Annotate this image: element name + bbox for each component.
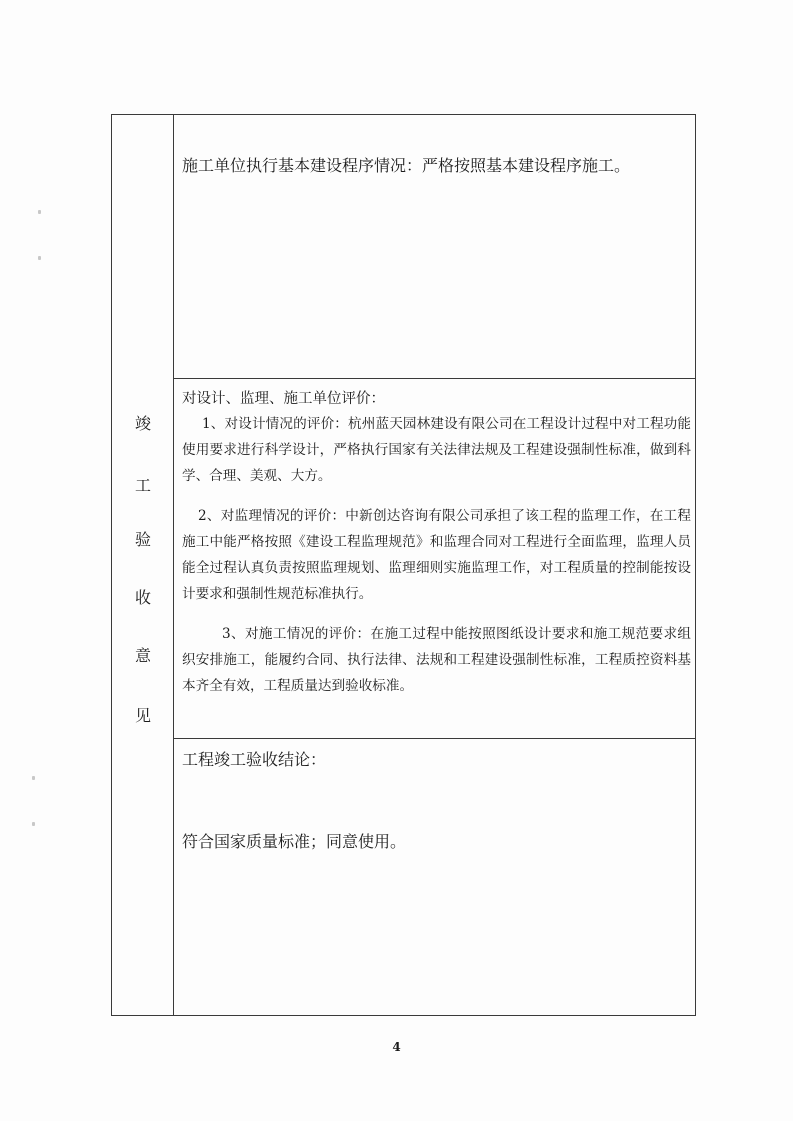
evaluation-section [174,379,695,739]
conclusion-text: 符合国家质量标准；同意使用。 [182,832,407,851]
label-char: 工 [134,476,151,495]
label-char: 收 [134,588,151,607]
conclusion-section [174,739,695,1017]
scan-speck [32,822,35,826]
scan-speck [32,776,35,780]
construction-process-section [174,115,695,379]
supervision-evaluation: 2、对监理情况的评价：中新创达咨询有限公司承担了该工程的监理工作，在工程施工中能严格按照《建设工程监理规范》和监理合同对工程进行全面监理，监理人员能全过程认真负责按照监理规划、监理细则实施监理工作，对工程质量的控制能按设计要求和强制性规范标准执行。 [182,508,691,602]
design-evaluation: 1、对设计情况的评价：杭州蓝天园林建设有限公司在工程设计过程中对工程功能使用要求进行科学设计，严格执行国家有关法律法规及工程建设强制性标准，做到科学、合理、美观、大方。 [182,416,691,484]
scan-speck [38,256,41,260]
evaluation-heading: 对设计、监理、施工单位评价： [182,391,385,407]
label-char: 竣 [134,414,151,433]
page-number: 4 [392,1040,401,1054]
label-char: 验 [134,530,151,549]
conclusion-heading: 工程竣工验收结论： [182,750,327,769]
label-char: 意 [134,646,151,665]
scan-speck [38,210,41,214]
construction-evaluation: 3、对施工情况的评价：在施工过程中能按照图纸设计要求和施工规范要求组织安排施工，能履约合同、执行法律、法规和工程建设强制性标准，工程质控资料基本齐全有效，工程质量达到验收标准。 [182,626,691,694]
row-label-column [112,115,174,1015]
label-char: 见 [134,706,151,725]
content-column [174,115,695,1015]
acceptance-opinion-table [111,114,696,1016]
construction-process-text: 施工单位执行基本建设程序情况：严格按照基本建设程序施工。 [182,156,631,175]
